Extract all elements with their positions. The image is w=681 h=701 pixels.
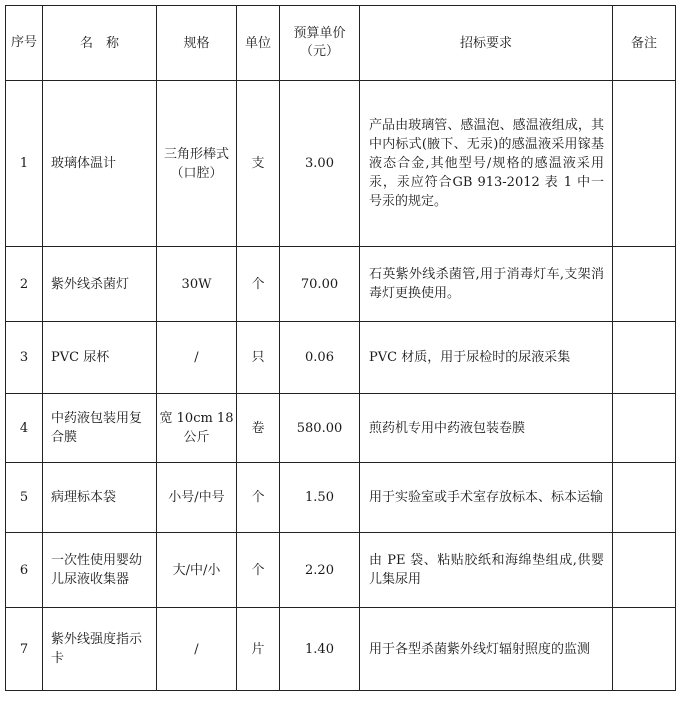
- table-row: [6, 322, 676, 394]
- cell-unit: 个: [237, 247, 280, 322]
- header-row: [6, 6, 676, 81]
- cell-no: 5: [6, 463, 43, 533]
- cell-requirement: 用于实验室或手术室存放标本、标本运输: [360, 463, 613, 533]
- cell-name: PVC 尿杯: [43, 322, 157, 394]
- cell-no: 1: [6, 81, 43, 247]
- header-unit: 单位: [237, 6, 280, 81]
- cell-note: [613, 322, 676, 394]
- table-row: [6, 81, 676, 247]
- cell-name: 紫外线强度指示卡: [43, 608, 157, 691]
- cell-price: 1.50: [280, 463, 360, 533]
- procurement-table: [5, 5, 676, 691]
- cell-spec: /: [157, 322, 237, 394]
- cell-no: 6: [6, 533, 43, 608]
- cell-unit: 卷: [237, 394, 280, 463]
- cell-price: 580.00: [280, 394, 360, 463]
- cell-note: [613, 247, 676, 322]
- cell-price: 1.40: [280, 608, 360, 691]
- header-no: 序号: [6, 6, 43, 81]
- cell-spec: /: [157, 608, 237, 691]
- cell-requirement: 用于各型杀菌紫外线灯辐射照度的监测: [360, 608, 613, 691]
- cell-spec: 三角形棒式（口腔）: [157, 81, 237, 247]
- cell-requirement: PVC 材质，用于尿检时的尿液采集: [360, 322, 613, 394]
- cell-unit: 片: [237, 608, 280, 691]
- header-spec: 规格: [157, 6, 237, 81]
- cell-unit: 个: [237, 463, 280, 533]
- header-note: 备注: [613, 6, 676, 81]
- cell-name: 病理标本袋: [43, 463, 157, 533]
- cell-no: 2: [6, 247, 43, 322]
- header-requirement: 招标要求: [360, 6, 613, 81]
- table-row: [6, 608, 676, 691]
- cell-spec: 小号/中号: [157, 463, 237, 533]
- cell-name: 中药液包装用复合膜: [43, 394, 157, 463]
- cell-spec: 宽 10cm 18 公斤: [157, 394, 237, 463]
- cell-price: 3.00: [280, 81, 360, 247]
- cell-requirement: 石英紫外线杀菌管,用于消毒灯车,支架消毒灯更换使用。: [360, 247, 613, 322]
- cell-no: 7: [6, 608, 43, 691]
- cell-price: 0.06: [280, 322, 360, 394]
- table-row: [6, 463, 676, 533]
- table-row: [6, 394, 676, 463]
- cell-spec: 30W: [157, 247, 237, 322]
- cell-unit: 只: [237, 322, 280, 394]
- cell-requirement: 煎药机专用中药液包装卷膜: [360, 394, 613, 463]
- cell-name: 一次性使用婴幼儿尿液收集器: [43, 533, 157, 608]
- header-price: 预算单价（元）: [280, 6, 360, 81]
- cell-unit: 支: [237, 81, 280, 247]
- cell-spec: 大/中/小: [157, 533, 237, 608]
- cell-no: 4: [6, 394, 43, 463]
- cell-requirement: 由 PE 袋、粘贴胶纸和海绵垫组成,供婴儿集尿用: [360, 533, 613, 608]
- header-name: 名 称: [43, 6, 157, 81]
- cell-note: [613, 608, 676, 691]
- cell-name: 紫外线杀菌灯: [43, 247, 157, 322]
- cell-note: [613, 394, 676, 463]
- cell-price: 2.20: [280, 533, 360, 608]
- cell-note: [613, 81, 676, 247]
- cell-unit: 个: [237, 533, 280, 608]
- table-row: [6, 533, 676, 608]
- cell-note: [613, 463, 676, 533]
- cell-no: 3: [6, 322, 43, 394]
- cell-name: 玻璃体温计: [43, 81, 157, 247]
- table-row: [6, 247, 676, 322]
- cell-price: 70.00: [280, 247, 360, 322]
- cell-requirement: 产品由玻璃管、感温泡、感温液组成，其中内标式(腋下、无汞)的感温液采用镓基液态合金,其他型号/规格的感温液采用汞，汞应符合GB 913-2012 表 1 中一号汞的规定。: [360, 81, 613, 247]
- cell-note: [613, 533, 676, 608]
